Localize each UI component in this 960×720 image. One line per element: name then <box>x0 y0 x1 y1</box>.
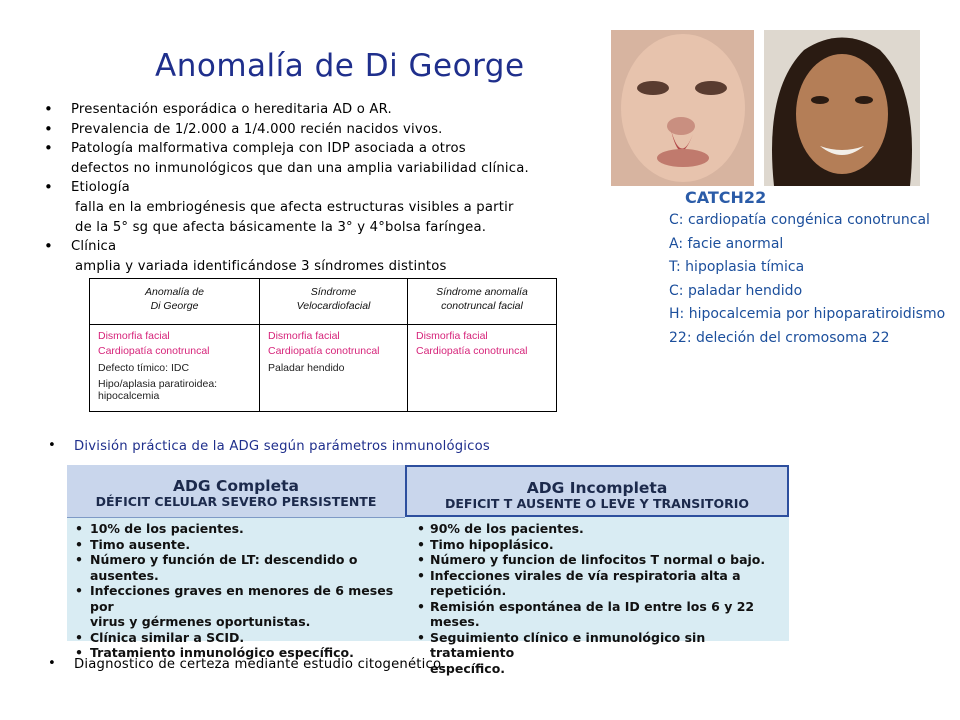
list-item: • Tratamiento inmunológico específico. <box>67 645 405 661</box>
cell-line: Cardiopatía conotruncal <box>268 345 380 357</box>
bullet-dot: • <box>48 656 56 671</box>
adg-incompleta-subtitle: DEFICIT T AUSENTE O LEVE Y TRANSITORIO <box>445 496 749 511</box>
list-item: • Seguimiento clínico e inmunológico sin tratamiento <box>405 630 789 661</box>
cell-line: Cardiopatía conotruncal <box>416 345 528 357</box>
bullet-continuation: amplia y variada identificándose 3 síndromes distintos <box>75 258 447 274</box>
table-cell <box>260 325 408 412</box>
bullet-item <box>44 178 584 198</box>
adg-incompleta-title: ADG Incompleta <box>526 479 668 497</box>
catch22-title: CATCH22 <box>685 188 767 207</box>
cell-line: Dismorfia facial <box>268 330 340 342</box>
bullet-text: Patología malformativa compleja con IDP asociada a otros <box>71 141 466 157</box>
adg-incompleta-list <box>405 521 789 676</box>
header-line: Síndrome anomalía <box>436 286 528 298</box>
header-cell <box>408 279 557 325</box>
list-item-continuation <box>405 661 789 677</box>
table-row <box>90 325 557 412</box>
list-item: • Timo hipoplásico. <box>405 537 789 553</box>
catch22-line: A: facie anormal <box>669 235 784 252</box>
catch22-line: H: hipocalcemia por hipoparatiroidismo <box>669 306 946 322</box>
cell-line: Dismorfia facial <box>98 330 170 342</box>
list-item: • Número y funcion de linfocitos T normal o bajo. <box>405 552 789 568</box>
continuation-text: virus y gérmenes oportunistas. <box>90 614 311 629</box>
adg-completa-title: ADG Completa <box>173 477 299 495</box>
intro-bullets <box>44 100 584 276</box>
list-item: • Infecciones virales de vía respiratoria alta a repetición. <box>405 568 789 599</box>
adg-completa-column <box>67 465 405 660</box>
list-item: • Timo ausente. <box>67 537 405 553</box>
girl-photo <box>764 30 920 186</box>
list-item: • Número y función de LT: descendido o ausentes. <box>67 552 405 583</box>
adg-completa-header <box>67 465 405 518</box>
diagnostic-text: Diagnostico de certeza mediante estudio citogenético. <box>74 657 446 672</box>
bullet-dot: • <box>44 237 54 256</box>
header-line: Síndrome <box>310 286 357 298</box>
cell-line: Paladar hendido <box>268 362 345 374</box>
bullet-continuation: falla en la embriogénesis que afecta estructuras visibles a partir <box>75 199 514 215</box>
catch22-line: 22: deleción del cromosoma 22 <box>669 329 890 346</box>
bullet-text: Etiología <box>71 180 130 196</box>
table-cell <box>408 325 557 412</box>
division-bullet <box>48 439 490 454</box>
syndromes-table <box>89 278 557 412</box>
list-item: • Infecciones graves en menores de 6 meses por <box>67 583 405 614</box>
list-item-continuation <box>67 614 405 630</box>
bullet-item <box>44 100 584 120</box>
continuation-text: específico. <box>430 660 506 676</box>
adg-completa-list <box>67 521 405 661</box>
catch22-box <box>669 188 945 350</box>
adg-completa-subtitle: DÉFICIT CELULAR SEVERO PERSISTENTE <box>95 494 377 509</box>
header-line: Velocardiofacial <box>296 300 371 312</box>
infant-photo <box>611 30 754 186</box>
bullet-text: Prevalencia de 1/2.000 a 1/4.000 recién nacidos vivos. <box>71 121 443 137</box>
bullet-dot: • <box>48 438 56 453</box>
header-line: Anomalía de <box>145 286 204 298</box>
cell-line: hipocalcemia <box>98 390 160 402</box>
header-line: Di George <box>150 300 199 312</box>
infant-face-image <box>611 30 754 186</box>
bullet-text: Presentación esporádica o hereditaria AD o AR. <box>71 102 392 117</box>
adg-incompleta-header <box>405 465 789 517</box>
bullet-text: Clínica <box>71 239 117 255</box>
list-item: • 90% de los pacientes. <box>405 521 789 537</box>
adg-incompleta-column <box>405 465 789 676</box>
table-header-row <box>90 279 557 325</box>
bullet-continuation: defectos no inmunológicos que dan una amplia variabilidad clínica. <box>71 160 529 176</box>
bullet-dot: • <box>44 119 54 138</box>
cell-line: Dismorfia facial <box>416 330 488 342</box>
catch22-line: C: cardiopatía congénica conotruncal <box>669 212 930 228</box>
bullet-continuation: de la 5° sg que afecta básicamente la 3° y 4°bolsa faríngea. <box>75 219 487 235</box>
bullet-item <box>44 139 584 159</box>
list-item: • Clínica similar a SCID. <box>67 630 405 646</box>
girl-face-image <box>764 30 920 186</box>
header-line: conotruncal facial <box>441 300 523 312</box>
catch22-line: C: paladar hendido <box>669 282 803 299</box>
bullet-item <box>44 120 584 140</box>
header-cell <box>260 279 408 325</box>
cell-line: Defecto tímico: IDC <box>98 362 190 374</box>
header-cell <box>90 279 260 325</box>
list-item: • Remisión espontánea de la ID entre los 6 y 22 meses. <box>405 599 789 630</box>
diagnostic-bullet <box>48 657 445 672</box>
list-item: • 10% de los pacientes. <box>67 521 405 537</box>
table-cell <box>90 325 260 412</box>
bullet-dot: • <box>44 178 54 197</box>
slide-title: Anomalía de Di George <box>155 48 525 84</box>
bullet-item <box>44 237 584 257</box>
cell-line: Hipo/aplasia paratiroidea: <box>98 378 218 390</box>
catch22-line: T: hipoplasia tímica <box>669 259 805 275</box>
division-text: División práctica de la ADG según parámetros inmunológicos <box>74 439 490 454</box>
bullet-dot: • <box>44 100 54 118</box>
bullet-dot: • <box>44 139 54 158</box>
cell-line: Cardiopatía conotruncal <box>98 345 210 357</box>
